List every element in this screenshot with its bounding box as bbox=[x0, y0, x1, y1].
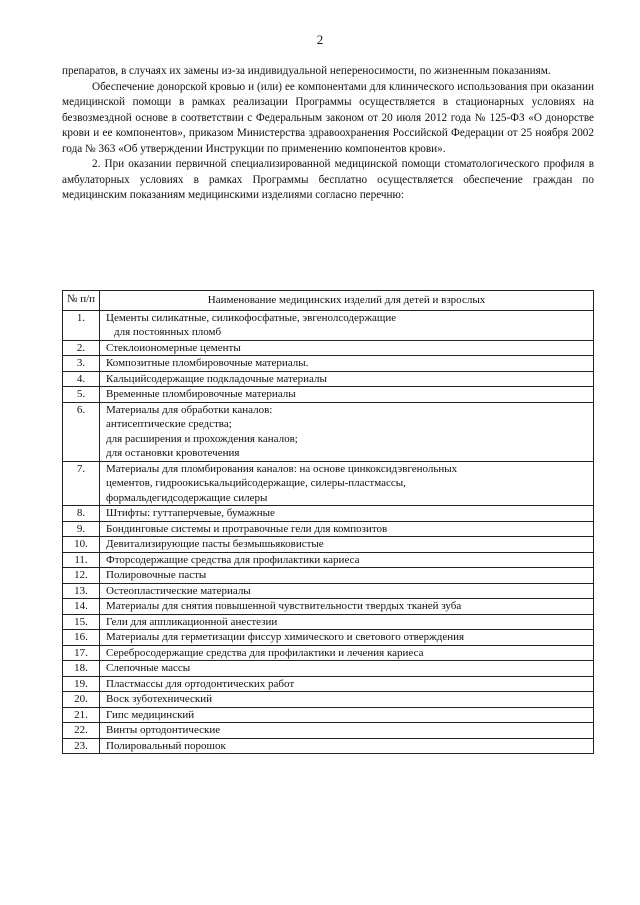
row-name-line: Материалы для обработки каналов: bbox=[106, 403, 273, 416]
row-name-line: Остеопластические материалы bbox=[106, 584, 251, 597]
row-name bbox=[100, 738, 594, 754]
row-name-line: для расширения и прохождения каналов; bbox=[106, 432, 298, 445]
table-row bbox=[63, 723, 594, 739]
row-name-line: Девитализирующие пасты безмышьяковистые bbox=[106, 538, 324, 550]
row-name-line: Штифты: гуттаперчевые, бумажные bbox=[106, 507, 275, 519]
paragraph-2: Обеспечение донорской кровью и (или) ее компонентами для клинического использования при оказании медицинской помощи в рамках реализации Программы осуществляется в стационарных условиях на безвозмездной основе в соответствии с Федеральным законом от 20 июля 2012 года № 125-ФЗ «О донорстве крови и ее компонентов», приказом Министерства здравоохранения Российской Федерации от 25 ноября 2002 года № 363 «Об утверждении Инструкции по применению компонентов крови». bbox=[62, 80, 594, 155]
row-name bbox=[100, 521, 594, 537]
row-name bbox=[100, 692, 594, 708]
row-name bbox=[100, 552, 594, 568]
row-number: 2. bbox=[63, 340, 100, 356]
table-row bbox=[63, 402, 594, 461]
body-text bbox=[62, 64, 594, 204]
table-row bbox=[63, 568, 594, 584]
row-name-line: Композитные пломбировочные материалы. bbox=[106, 357, 309, 369]
page-number: 2 bbox=[316, 32, 324, 47]
row-name-line: Материалы для герметизации фиссур химического и светового отверждения bbox=[106, 631, 465, 643]
row-name bbox=[100, 614, 594, 630]
row-number: 17. bbox=[63, 645, 100, 661]
row-name bbox=[100, 506, 594, 522]
row-name-line: для постоянных пломб bbox=[114, 326, 222, 338]
table-row bbox=[63, 583, 594, 599]
table-row bbox=[63, 630, 594, 646]
row-name bbox=[100, 568, 594, 584]
row-number: 10. bbox=[63, 537, 100, 553]
row-number: 9. bbox=[63, 521, 100, 537]
row-number: 12. bbox=[63, 568, 100, 584]
table-row bbox=[63, 676, 594, 692]
table-row bbox=[63, 506, 594, 522]
table-row bbox=[63, 707, 594, 723]
table-header-row bbox=[63, 291, 594, 311]
paragraph-3: 2. При оказании первичной специализированной медицинской помощи стоматологического профиля в амбулаторных условиях в рамках Программы бесплатно осуществляется обеспечение граждан по медицинским показаниям медицинскими изделиями согласно перечню: bbox=[62, 158, 594, 201]
table-row bbox=[63, 738, 594, 754]
header-name: Наименование медицинских изделий для детей и взрослых bbox=[100, 291, 594, 311]
row-name-line: формальдегидсодержащие силеры bbox=[106, 491, 268, 504]
row-name bbox=[100, 645, 594, 661]
row-name-line: Материалы для пломбирования каналов: на основе цинкоксидэвгенольных bbox=[106, 462, 458, 475]
row-name bbox=[100, 387, 594, 403]
table-row bbox=[63, 645, 594, 661]
row-name-line: Фторсодержащие средства для профилактики кариеса bbox=[106, 553, 360, 566]
row-name-line: Слепочные массы bbox=[106, 662, 191, 674]
table-row bbox=[63, 310, 594, 340]
row-number: 3. bbox=[63, 356, 100, 372]
row-number: 19. bbox=[63, 676, 100, 692]
table-row bbox=[63, 537, 594, 553]
medical-devices-table bbox=[62, 290, 594, 754]
table-row bbox=[63, 461, 594, 506]
row-number: 22. bbox=[63, 723, 100, 739]
row-number: 18. bbox=[63, 661, 100, 677]
row-name bbox=[100, 723, 594, 739]
row-name bbox=[100, 310, 594, 340]
table-row bbox=[63, 340, 594, 356]
row-number: 15. bbox=[63, 614, 100, 630]
row-number: 21. bbox=[63, 707, 100, 723]
row-number: 4. bbox=[63, 371, 100, 387]
row-name-line: Воск зуботехнический bbox=[106, 693, 213, 705]
row-name-line: Пластмассы для ортодонтических работ bbox=[106, 677, 295, 690]
row-name bbox=[100, 630, 594, 646]
row-name-line: Временные пломбировочные материалы bbox=[106, 388, 296, 400]
row-number: 16. bbox=[63, 630, 100, 646]
row-name-line: Материалы для снятия повышенной чувствительности твердых тканей зуба bbox=[106, 600, 462, 612]
row-name bbox=[100, 356, 594, 372]
row-name-line: Полировальный порошок bbox=[106, 739, 226, 752]
table-row bbox=[63, 371, 594, 387]
row-name-line: Гипс медицинский bbox=[106, 708, 195, 721]
row-name-line: Цементы силикатные, силикофосфатные, эвгенолсодержащие bbox=[106, 311, 397, 324]
row-name-line: Полировочные пасты bbox=[106, 569, 207, 581]
table-row bbox=[63, 614, 594, 630]
row-number: 8. bbox=[63, 506, 100, 522]
row-name-line: Серебросодержащие средства для профилактики и лечения кариеса bbox=[106, 646, 424, 659]
header-number: № п/п bbox=[63, 291, 100, 311]
row-name-line: Гели для аппликационной анестезии bbox=[106, 615, 278, 628]
table-row bbox=[63, 599, 594, 615]
table-row bbox=[63, 356, 594, 372]
row-number: 6. bbox=[63, 402, 100, 461]
row-number: 20. bbox=[63, 692, 100, 708]
row-name bbox=[100, 676, 594, 692]
row-number: 11. bbox=[63, 552, 100, 568]
row-name bbox=[100, 661, 594, 677]
row-name-line: Бондинговые системы и протравочные гели для композитов bbox=[106, 522, 388, 535]
row-number: 7. bbox=[63, 461, 100, 506]
row-name bbox=[100, 340, 594, 356]
row-name-line: цементов, гидроокиськальцийсодержащие, силеры-пластмассы, bbox=[106, 477, 406, 489]
row-name bbox=[100, 583, 594, 599]
row-number: 5. bbox=[63, 387, 100, 403]
row-name bbox=[100, 537, 594, 553]
row-number: 13. bbox=[63, 583, 100, 599]
row-number: 14. bbox=[63, 599, 100, 615]
row-name bbox=[100, 371, 594, 387]
row-name-line: антисептические средства; bbox=[106, 418, 232, 430]
row-name bbox=[100, 402, 594, 461]
table-row bbox=[63, 661, 594, 677]
row-name-line: Кальцийсодержащие подкладочные материалы bbox=[106, 372, 327, 385]
row-name bbox=[100, 599, 594, 615]
row-name-line: для остановки кровотечения bbox=[106, 447, 240, 459]
row-number: 1. bbox=[63, 310, 100, 340]
table-row bbox=[63, 387, 594, 403]
paragraph-1: препаратов, в случаях их замены из-за индивидуальной непереносимости, по жизненным показаниям. bbox=[62, 65, 551, 77]
row-number: 23. bbox=[63, 738, 100, 754]
row-name bbox=[100, 461, 594, 506]
table-row bbox=[63, 521, 594, 537]
table-row bbox=[63, 552, 594, 568]
table-row bbox=[63, 692, 594, 708]
row-name bbox=[100, 707, 594, 723]
row-name-line: Стеклоиономерные цементы bbox=[106, 341, 241, 354]
row-name-line: Винты ортодонтические bbox=[106, 724, 221, 736]
